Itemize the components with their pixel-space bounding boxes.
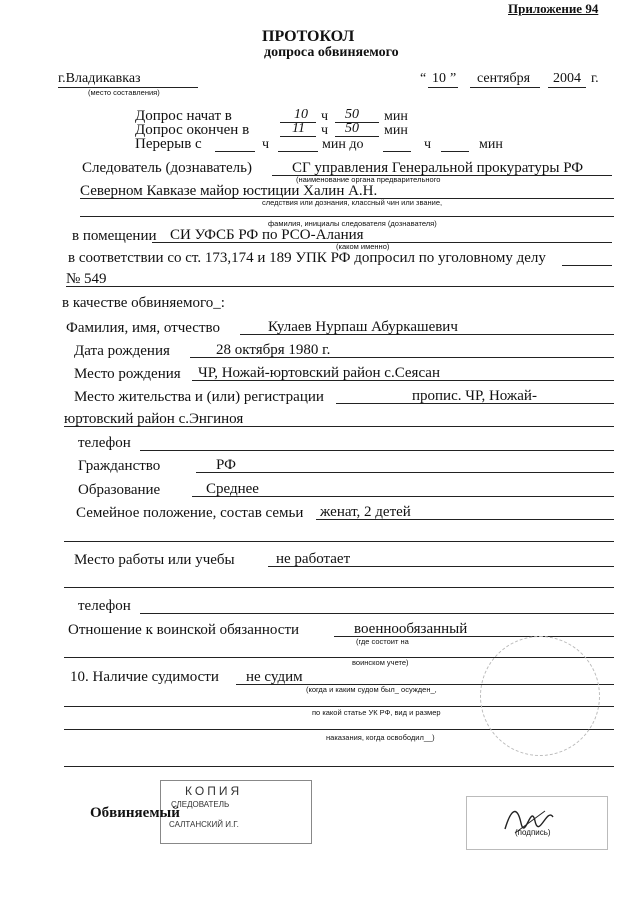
break-h2-unit: ч (424, 137, 432, 152)
military-label: Отношение к воинской обязанности (68, 622, 300, 638)
round-stamp (480, 636, 600, 756)
military-caption-1: (где состоит на (356, 637, 409, 646)
family-line (316, 519, 614, 520)
military-value: военнообязанный (354, 621, 468, 637)
copy-stamp-line-3: САЛТАНСКИЙ И.Г. (169, 820, 239, 829)
city-value: г.Владикавказ (58, 71, 141, 86)
break-h2-line (383, 151, 411, 152)
investigator-caption-3: фамилия, инициалы следователя (дознавателя) (268, 219, 437, 228)
residence-line-2 (64, 426, 614, 427)
fio-label: Фамилия, имя, отчество (66, 320, 220, 336)
criminal-caption-2: по какой статье УК РФ, вид и размер (312, 708, 441, 717)
date-month-line (470, 87, 540, 88)
date-year: 2004 (553, 71, 581, 86)
signature-caption: (подпись) (515, 828, 551, 837)
investigator-org: СГ управления Генеральной прокуратуры РФ (292, 160, 584, 176)
end-h-unit: ч (321, 123, 329, 138)
pob-label: Место рождения (74, 366, 181, 382)
phone2-line (140, 613, 614, 614)
copy-stamp (160, 780, 312, 844)
end-label: Допрос окончен в (135, 122, 250, 138)
date-year-line (548, 87, 586, 88)
room-value: СИ УФСБ РФ по РСО-Алания (170, 227, 364, 243)
start-hour: 10 (294, 107, 308, 122)
date-day-line (428, 87, 458, 88)
document-title: ПРОТОКОЛ (262, 28, 355, 45)
family-value: женат, 2 детей (320, 504, 411, 520)
criminal-line-4 (64, 766, 614, 767)
break-min-to: мин до (322, 137, 364, 152)
fio-value: Кулаев Нурпаш Абуркашевич (268, 319, 458, 335)
family-line-2 (64, 541, 614, 542)
criminal-label: 10. Наличие судимости (70, 669, 219, 685)
signature-box (466, 796, 608, 850)
date-month: сентября (477, 71, 531, 86)
break-label: Перерыв с (135, 136, 202, 152)
residence-line-1 (336, 403, 614, 404)
pob-line (192, 380, 614, 381)
family-label: Семейное положение, состав семьи (76, 505, 304, 521)
document-subtitle: допроса обвиняемого (264, 45, 399, 60)
date-day: 10 (432, 71, 446, 86)
end-hour-line (280, 136, 316, 137)
investigator-name-line (80, 216, 614, 217)
dob-line (190, 357, 614, 358)
investigator-caption-2: следствия или дознания, классный чин или звание, (262, 198, 443, 207)
end-hour: 11 (292, 121, 305, 136)
accused-signature-label: Обвиняемый (90, 805, 180, 821)
case-line (66, 286, 614, 287)
investigator-line-2: Северном Кавказе майор юстиции Халин А.Н. (80, 183, 378, 199)
education-value: Среднее (206, 481, 259, 497)
investigator-caption-1: (наименование органа предварительного (296, 175, 441, 184)
date-suffix: г. (591, 71, 599, 86)
citizenship-label: Гражданство (78, 458, 161, 474)
article-text: в соответствии со ст. 173,174 и 189 УПК РФ допросил по уголовному делу (68, 250, 546, 266)
phone-label: телефон (78, 435, 131, 451)
room-caption: (каком именно) (336, 242, 390, 251)
break-h1-unit: ч (262, 137, 270, 152)
start-minute: 50 (345, 107, 359, 122)
residence-label: Место жительства и (или) регистрации (74, 389, 324, 405)
end-min-unit: мин (384, 123, 408, 138)
work-line-2 (64, 587, 614, 588)
education-label: Образование (78, 482, 161, 498)
dob-value: 28 октября 1980 г. (216, 342, 331, 358)
education-line (192, 496, 614, 497)
start-h-unit: ч (321, 109, 329, 124)
residence-value-1: пропис. ЧР, Ножай- (412, 388, 537, 404)
investigator-label: Следователь (дознаватель) (82, 160, 252, 176)
break-h1-line (215, 151, 255, 152)
copy-stamp-line-1: КОПИЯ (185, 784, 243, 798)
city-caption: (место составления) (88, 88, 160, 97)
break-m2-unit: мин (479, 137, 503, 152)
room-label: в помещении (72, 228, 157, 244)
appendix-label: Приложение 94 (508, 1, 599, 16)
start-min-unit: мин (384, 109, 408, 124)
dob-label: Дата рождения (74, 343, 170, 359)
work-label: Место работы или учебы (74, 552, 235, 568)
criminal-caption-3: наказания, когда освободил__) (326, 733, 435, 742)
case-number: № 549 (66, 271, 107, 287)
citizenship-value: РФ (216, 457, 236, 473)
break-m1-line (278, 151, 318, 152)
residence-value-2: юртовский район с.Энгиноя (64, 411, 244, 427)
criminal-caption-1: (когда и каким судом был_ осужден_, (306, 685, 437, 694)
phone2-label: телефон (78, 598, 131, 614)
accused-capacity-label: в качестве обвиняемого_: (62, 295, 225, 311)
work-line (268, 566, 614, 567)
date-open-quote: “ (420, 71, 427, 86)
date-close-quote: ” (450, 71, 457, 86)
criminal-value: не судим (246, 669, 303, 685)
fio-line (240, 334, 614, 335)
start-label: Допрос начат в (135, 108, 232, 124)
end-minute: 50 (345, 121, 359, 136)
break-m2-line (441, 151, 469, 152)
phone-line (140, 450, 614, 451)
citizenship-line (196, 472, 614, 473)
copy-stamp-line-2: СЛЕДОВАТЕЛЬ (171, 800, 230, 809)
pob-value: ЧР, Ножай-юртовский район с.Сеясан (198, 365, 440, 381)
article-tail-line (562, 265, 612, 266)
work-value: не работает (276, 551, 351, 567)
military-caption-2: воинском учете) (352, 658, 409, 667)
